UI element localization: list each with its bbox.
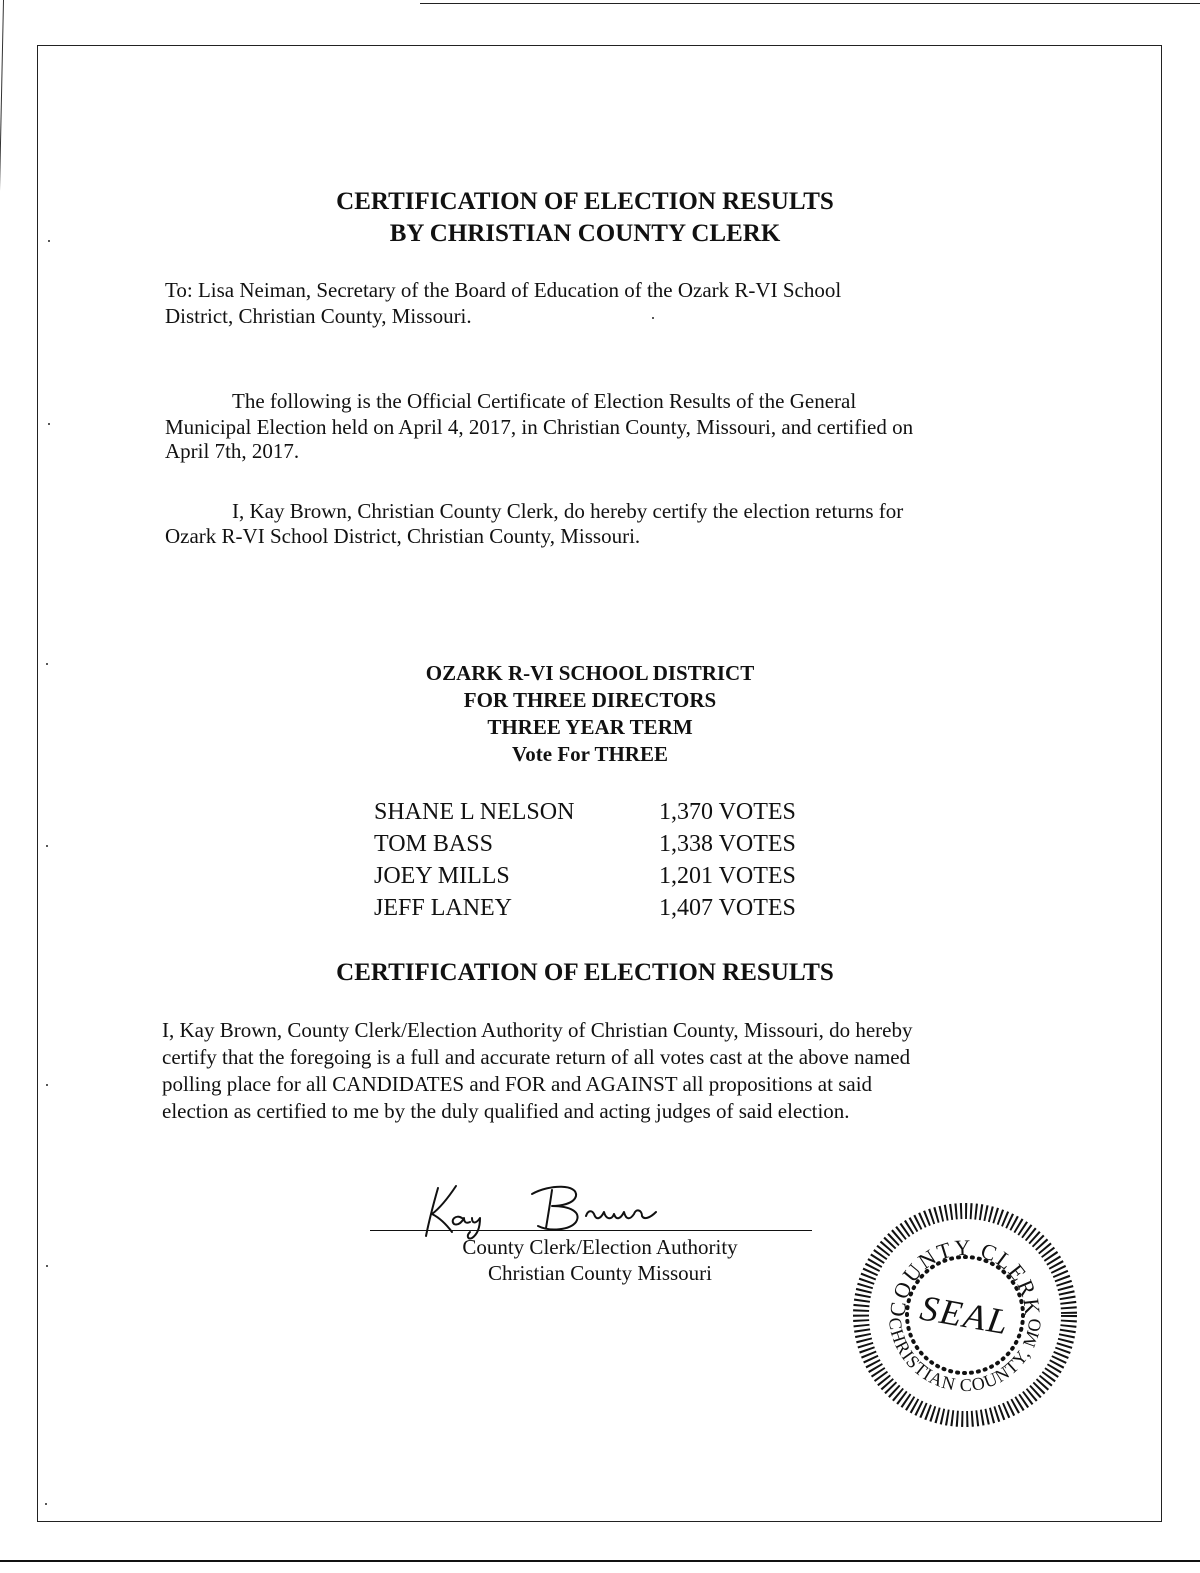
signature-line bbox=[370, 1230, 812, 1231]
margin-speck bbox=[46, 1084, 48, 1086]
candidate-name: JEFF LANEY bbox=[374, 894, 513, 921]
document-title-line-1: CERTIFICATION OF ELECTION RESULTS bbox=[336, 188, 834, 215]
table-row bbox=[374, 796, 796, 828]
clerk-paragraph-line-2: Ozark R-VI School District, Christian County, Missouri. bbox=[165, 524, 641, 548]
table-row bbox=[374, 860, 796, 892]
margin-speck bbox=[48, 423, 50, 425]
race-header bbox=[290, 660, 890, 768]
svg-text:COUNTY CLERK: COUNTY CLERK bbox=[884, 1234, 1046, 1318]
addressee-line-2: District, Christian County, Missouri. bbox=[165, 304, 472, 328]
scan-edge-mark-left bbox=[0, 0, 4, 200]
margin-speck bbox=[46, 663, 48, 665]
candidate-votes: 1,407 VOTES bbox=[659, 894, 796, 921]
candidate-name: TOM BASS bbox=[374, 830, 493, 857]
margin-speck bbox=[46, 1265, 48, 1267]
signature-caption bbox=[370, 1234, 830, 1286]
race-district: OZARK R-VI SCHOOL DISTRICT bbox=[425, 661, 755, 685]
candidate-votes: 1,370 VOTES bbox=[659, 798, 796, 825]
results-table bbox=[374, 796, 796, 924]
clerk-paragraph-line-1: I, Kay Brown, Christian County Clerk, do hereby certify the election returns for bbox=[232, 499, 904, 523]
race-office: FOR THREE DIRECTORS bbox=[463, 688, 717, 712]
candidate-name: SHANE L NELSON bbox=[374, 798, 575, 825]
intro-paragraph-line-1: The following is the Official Certificate of Election Results of the General bbox=[232, 389, 857, 413]
signature-title: County Clerk/Election Authority bbox=[462, 1235, 738, 1259]
race-vote-for: Vote For THREE bbox=[512, 742, 668, 766]
candidate-name: JOEY MILLS bbox=[374, 862, 510, 889]
margin-speck bbox=[46, 845, 48, 847]
intro-paragraph-line-3: April 7th, 2017. bbox=[165, 439, 300, 463]
certification-line-3: polling place for all CANDIDATES and FOR and AGAINST all propositions at said bbox=[162, 1072, 873, 1096]
certification-heading: CERTIFICATION OF ELECTION RESULTS bbox=[336, 959, 834, 986]
svg-text:SEAL: SEAL bbox=[917, 1287, 1013, 1343]
svg-text:CHRISTIAN COUNTY, MO: CHRISTIAN COUNTY, MO bbox=[884, 1316, 1046, 1396]
intro-paragraph-line-2: Municipal Election held on April 4, 2017, in Christian County, Missouri, and certified on bbox=[165, 415, 914, 439]
signature-block bbox=[370, 1180, 820, 1290]
margin-speck bbox=[652, 317, 654, 319]
certification-line-2: certify that the foregoing is a full and accurate return of all votes cast at the above named bbox=[162, 1045, 911, 1069]
table-row bbox=[374, 828, 796, 860]
handwritten-signature bbox=[410, 1180, 710, 1240]
race-term: THREE YEAR TERM bbox=[487, 715, 693, 739]
table-row bbox=[374, 892, 796, 924]
certification-line-1: I, Kay Brown, County Clerk/Election Authority of Christian County, Missouri, do hereby bbox=[162, 1018, 913, 1042]
addressee-line-1: To: Lisa Neiman, Secretary of the Board of Education of the Ozark R-VI School bbox=[165, 278, 842, 302]
document-title-line-2: BY CHRISTIAN COUNTY CLERK bbox=[389, 220, 781, 247]
candidate-votes: 1,338 VOTES bbox=[659, 830, 796, 857]
certification-line-4: election as certified to me by the duly qualified and acting judges of said election. bbox=[162, 1099, 850, 1123]
scan-edge-line-top bbox=[420, 3, 1200, 4]
margin-speck bbox=[45, 1503, 47, 1505]
candidate-votes: 1,201 VOTES bbox=[659, 862, 796, 889]
signature-county: Christian County Missouri bbox=[487, 1261, 713, 1285]
scan-edge-line-bottom bbox=[0, 1560, 1200, 1562]
county-clerk-seal bbox=[845, 1195, 1085, 1435]
